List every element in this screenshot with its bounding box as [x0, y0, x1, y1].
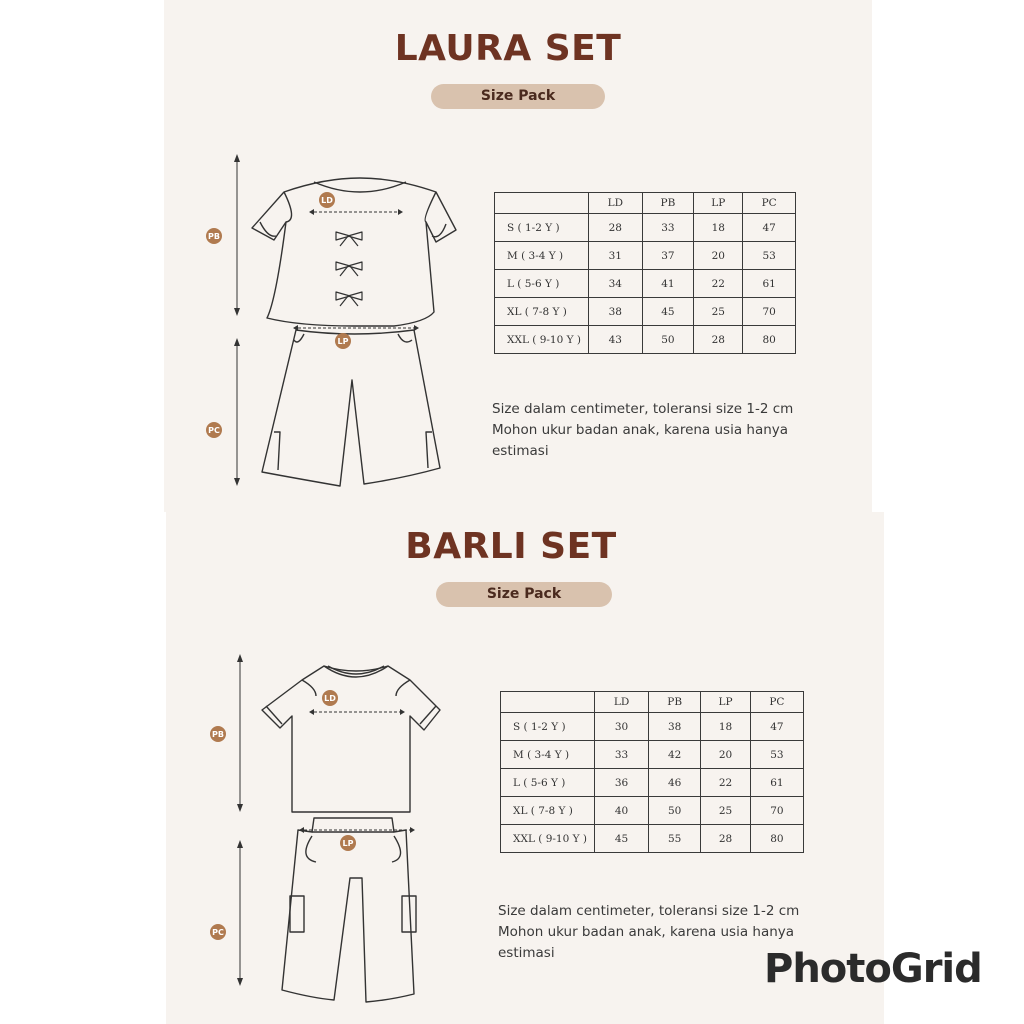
table-cell: XL ( 7-8 Y )	[495, 298, 589, 326]
laura-badge-pc: PC	[208, 426, 220, 435]
barli-badge-pc: PC	[212, 928, 224, 937]
laura-set-panel	[164, 0, 872, 512]
table-header-cell: LD	[589, 193, 643, 214]
barli-badge-pb: PB	[212, 730, 224, 739]
table-row	[501, 713, 804, 741]
table-cell: 25	[694, 298, 743, 326]
table-row	[495, 214, 796, 242]
table-cell: 34	[589, 270, 643, 298]
table-header-cell: LD	[595, 692, 649, 713]
table-header-cell: PB	[649, 692, 701, 713]
table-cell: 61	[743, 270, 796, 298]
laura-badge-lp: LP	[337, 337, 349, 346]
note-line: Size dalam centimeter, toleransi size 1-2 cm	[492, 401, 794, 417]
laura-set-title: LAURA SET	[394, 28, 622, 69]
table-header-cell: LP	[701, 692, 751, 713]
table-cell: 47	[750, 713, 803, 741]
table-row	[495, 326, 796, 354]
table-cell: 31	[589, 242, 643, 270]
barli-badge-lp: LP	[342, 839, 354, 848]
table-cell: 45	[642, 298, 694, 326]
barli-badge-ld: LD	[324, 694, 336, 703]
table-header-cell: PC	[743, 193, 796, 214]
table-cell: 45	[595, 825, 649, 853]
laura-size-note	[492, 399, 832, 462]
note-line: Mohon ukur badan anak, karena usia hanya	[498, 924, 795, 940]
table-cell: 18	[701, 713, 751, 741]
table-cell: 28	[694, 326, 743, 354]
table-cell: 47	[743, 214, 796, 242]
table-cell: XXL ( 9-10 Y )	[501, 825, 595, 853]
table-cell: 33	[642, 214, 694, 242]
table-cell: M ( 3-4 Y )	[495, 242, 589, 270]
barli-size-table	[500, 691, 804, 853]
table-cell: L ( 5-6 Y )	[495, 270, 589, 298]
barli-measure-badges	[210, 690, 356, 940]
table-cell: 50	[649, 797, 701, 825]
table-cell: 30	[595, 713, 649, 741]
table-row	[495, 242, 796, 270]
table-cell: 80	[743, 326, 796, 354]
table-cell: S ( 1-2 Y )	[495, 214, 589, 242]
table-cell: 40	[595, 797, 649, 825]
note-line: Mohon ukur badan anak, karena usia hanya	[492, 422, 789, 438]
table-cell: XXL ( 9-10 Y )	[495, 326, 589, 354]
table-row	[495, 270, 796, 298]
table-cell: 50	[642, 326, 694, 354]
table-cell: 37	[642, 242, 694, 270]
table-cell: L ( 5-6 Y )	[501, 769, 595, 797]
table-cell: 38	[589, 298, 643, 326]
laura-size-pack-label: Size Pack	[431, 84, 605, 109]
table-row	[501, 825, 804, 853]
table-row	[495, 298, 796, 326]
table-row	[501, 769, 804, 797]
table-header-cell	[501, 692, 595, 713]
barli-size-pack-label: Size Pack	[436, 582, 612, 607]
note-line: estimasi	[492, 443, 549, 459]
table-cell: 46	[649, 769, 701, 797]
note-line: Size dalam centimeter, toleransi size 1-2 cm	[498, 903, 800, 919]
table-cell: 38	[649, 713, 701, 741]
table-header-cell: PC	[750, 692, 803, 713]
table-header-cell: LP	[694, 193, 743, 214]
laura-badge-ld: LD	[321, 196, 333, 205]
table-cell: M ( 3-4 Y )	[501, 741, 595, 769]
table-cell: 80	[750, 825, 803, 853]
table-cell: 36	[595, 769, 649, 797]
barli-set-illustration	[166, 512, 466, 1024]
table-header-cell	[495, 193, 589, 214]
table-cell: 55	[649, 825, 701, 853]
table-cell: 70	[743, 298, 796, 326]
barli-set-title: BARLI SET	[405, 526, 617, 567]
table-cell: 18	[694, 214, 743, 242]
table-cell: S ( 1-2 Y )	[501, 713, 595, 741]
laura-set-illustration	[164, 0, 464, 512]
laura-badge-pb: PB	[208, 232, 220, 241]
table-cell: 61	[750, 769, 803, 797]
table-cell: 33	[595, 741, 649, 769]
table-cell: 25	[701, 797, 751, 825]
table-cell: 28	[589, 214, 643, 242]
table-cell: 22	[701, 769, 751, 797]
laura-size-table	[494, 192, 796, 354]
table-cell: 53	[750, 741, 803, 769]
table-cell: XL ( 7-8 Y )	[501, 797, 595, 825]
table-cell: 43	[589, 326, 643, 354]
table-cell: 20	[694, 242, 743, 270]
barli-table-header-row	[501, 692, 804, 713]
laura-table-header-row	[495, 193, 796, 214]
table-cell: 42	[649, 741, 701, 769]
photogrid-watermark: PhotoGrid	[764, 946, 982, 992]
table-cell: 70	[750, 797, 803, 825]
table-row	[501, 797, 804, 825]
table-row	[501, 741, 804, 769]
table-cell: 20	[701, 741, 751, 769]
table-cell: 22	[694, 270, 743, 298]
table-cell: 28	[701, 825, 751, 853]
table-cell: 53	[743, 242, 796, 270]
note-line: estimasi	[498, 945, 555, 961]
table-cell: 41	[642, 270, 694, 298]
table-header-cell: PB	[642, 193, 694, 214]
